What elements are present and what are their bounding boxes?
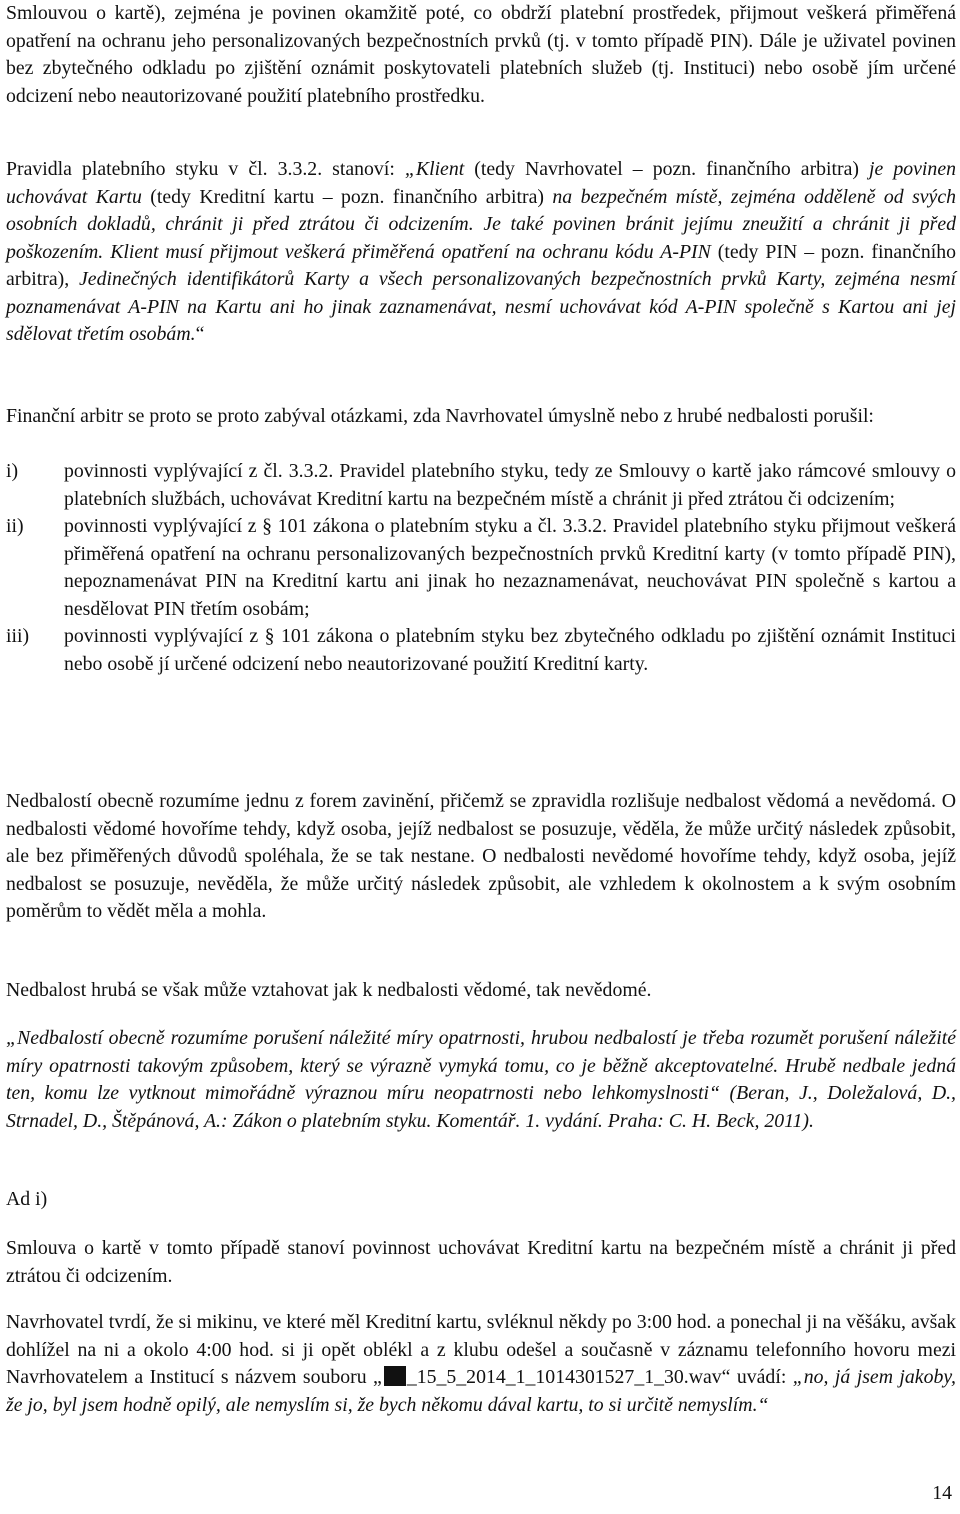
paragraph-gross-negligence (6, 977, 956, 1005)
rules-quote-obligation: je povinen uchovávat Kartu (6, 158, 956, 208)
paragraph-rules-quote (6, 156, 956, 349)
rules-quote-note-1: (tedy Navrhovatel – pozn. finančního arbitra) (464, 158, 870, 180)
paragraph-gross-negligence-text: Nedbalost hrubá se však může vztahovat jak k nedbalosti vědomé, tak nevědomé. (6, 979, 652, 1001)
list-item-text: povinnosti vyplývající z § 101 zákona o platebním styku bez zbytečného odkladu po zjištění oznámit Instituci nebo osobě jí určené odcizení nebo neautorizované použití Kreditní karty. (64, 625, 956, 675)
paragraph-commentary-quote (6, 1025, 956, 1135)
rules-quote-lead: Pravidla platebního styku v čl. 3.3.2. stanoví: (6, 158, 405, 180)
rules-quote-end: Jedinečných identifikátorů Karty a všech personalizovaných bezpečnostních prvků Karty, zejména nesmí poznamenávat A-PIN na Kartu ani ho jinak zaznamenávat, nesmí uchovávat kód A-PIN společně s Kartou ani jej sdělovat třetím osobám. (6, 268, 956, 345)
list-item (6, 623, 956, 678)
rules-quote-note-3: (tedy PIN – pozn. finančního arbitra), (6, 240, 956, 290)
section-heading-ad-i (6, 1186, 956, 1214)
claimant-statement-filename: _15_5_2014_1_1014301527_1_30.wav“ uvádí: (406, 1366, 793, 1388)
paragraph-contract (6, 1235, 956, 1290)
rules-quote-note-2: (tedy Kreditní kartu – pozn. finančního arbitra) (141, 185, 553, 208)
paragraph-negligence (6, 788, 956, 926)
paragraph-negligence-text: Nedbalostí obecně rozumíme jednu z forem zavinění, přičemž se zpravidla rozlišuje nedbalost vědomá a nevědomá. O nedbalosti vědomé hovoříme tehdy, když osoba, jejíž nedbalost se posuzuje, věděla, že může určitý následek způsobit, ale bez přiměřených důvodů spoléhala, že se tak nestane. O nedbalosti nevědomé hovoříme tehdy, když osoba, jejíž nedbalost se posuzuje, nevěděla, že může určitý následek způsobit, ale vzhledem k okolnostem a k svým osobním poměrům to vědět měla a mohla. (6, 790, 956, 922)
claimant-statement-quote: „no, já jsem jakoby, že jo, byl jsem hodně opilý, ale nemyslím si, že bych někomu dával kartu, to si určitě nemyslím.“ (6, 1366, 956, 1416)
list-marker: i) (6, 460, 19, 482)
list-marker: iii) (6, 625, 30, 647)
rules-quote-close: “ (195, 323, 205, 345)
list-item (6, 458, 956, 513)
paragraph-intro (6, 0, 956, 110)
paragraph-questions (6, 403, 956, 431)
rules-quote-klient: „Klient (404, 158, 465, 180)
paragraph-commentary-quote-text: „Nedbalostí obecně rozumíme porušení náležité míry opatrnosti, hrubou nedbalostí je třeba rozumět porušení náležité míry opatrnosti takovým způsobem, který se výrazně vymyká tomu, co je běžně akceptovatelné. Hrubě nedbale jedná ten, komu lze vytknout mimořádně výraznou míru neopatrnosti nebo lehkomyslnosti“ (Beran, J., Doležalová, D., Strnadel, D., Štěpánová, A.: Zákon o platebním styku. Komentář. 1. vydání. Praha: C. H. Beck, 2011). (6, 1027, 956, 1132)
list-item (6, 513, 956, 623)
list-item-text: povinnosti vyplývající z čl. 3.3.2. Pravidel platebního styku, tedy ze Smlouvy o kartě jako rámcové smlouvy o platebních službách, uchovávat Kreditní kartu na bezpečném místě a chránit ji před ztrátou či odcizením; (64, 460, 956, 510)
page-number: 14 (932, 1482, 952, 1504)
rules-quote-body: na bezpečném místě, zejména odděleně od svých osobních dokladů, chránit ji před ztrátou či odcizením. Je také povinen bránit jejímu zneužití a chránit ji před poškozením. Klient musí přijmout veškerá přiměřená opatření na ochranu kódu A-PIN (6, 185, 957, 263)
paragraph-claimant-statement (6, 1309, 956, 1419)
obligations-list (6, 458, 956, 678)
claimant-statement-lead: Navrhovatel tvrdí, že si mikinu, ve které měl Kreditní kartu, svléknul někdy po 3:00 hod. a ponechal ji na věšáku, avšak dohlížel na ni a okolo 4:00 hod. si ji opět oblékl a z klubu odešel a současně v záznamu telefonního hovoru mezi Navrhovatelem a Institucí s názvem souboru „ (6, 1311, 956, 1388)
paragraph-questions-text: Finanční arbitr se proto se proto zabýval otázkami, zda Navrhovatel úmyslně nebo z hrubé nedbalosti porušil: (6, 405, 874, 427)
paragraph-contract-text: Smlouva o kartě v tomto případě stanoví povinnost uchovávat Kreditní kartu na bezpečném místě a chránit ji před ztrátou či odcizením. (6, 1237, 956, 1287)
list-item-text: povinnosti vyplývající z § 101 zákona o platebním styku a čl. 3.3.2. Pravidel platebního styku přijmout veškerá přiměřená opatření na ochranu personalizovaných bezpečnostních prvků Kreditní karty (v tomto případě PIN), nepoznamenávat PIN na Kreditní kartu ani jinak ho nezaznamenávat, neuchovávat PIN společně s kartou a nesdělovat PIN třetím osobám; (64, 515, 956, 620)
list-marker: ii) (6, 515, 24, 537)
redaction-block (384, 1366, 406, 1386)
paragraph-intro-text: Smlouvou o kartě), zejména je povinen okamžitě poté, co obdrží platební prostředek, přijmout veškerá přiměřená opatření na ochranu jeho personalizovaných bezpečnostních prvků (tj. v tomto případě PIN). Dále je uživatel povinen bez zbytečného odkladu po zjištění oznámit poskytovateli platebních služeb (tj. Instituci) nebo osobě jím určené odcizení nebo neautorizované použití platebního prostředku. (6, 2, 956, 107)
section-heading-ad-i-text: Ad i) (6, 1188, 48, 1210)
